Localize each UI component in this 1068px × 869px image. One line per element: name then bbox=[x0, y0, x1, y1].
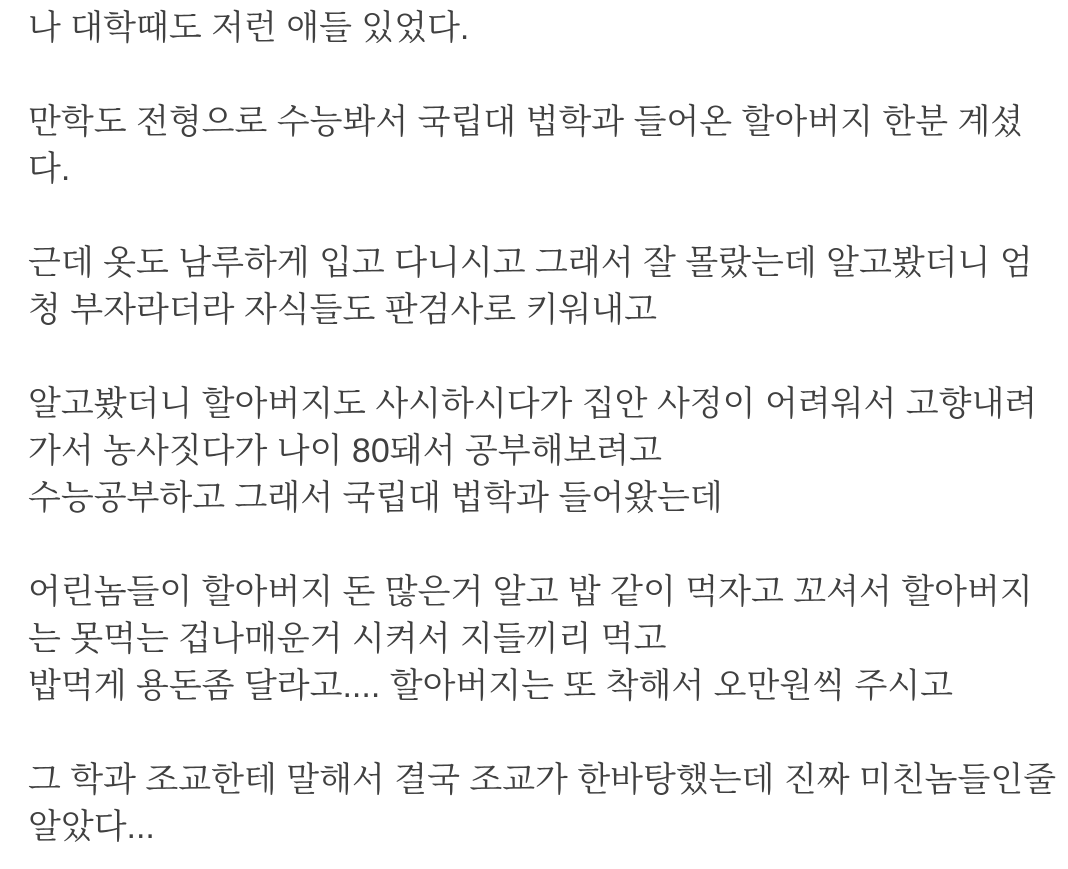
text-line: 그 학과 조교한테 말해서 결국 조교가 한바탕했는데 진짜 미친놈들인줄 bbox=[28, 761, 1057, 799]
text-line: 만학도 전형으로 수능봐서 국립대 법학과 들어온 할아버지 한분 계셨 bbox=[28, 103, 1024, 141]
paragraph bbox=[28, 99, 1048, 193]
text-line: 알고봤더니 할아버지도 사시하시다가 집안 사정이 어려워서 고향내려 bbox=[28, 385, 1038, 423]
paragraph bbox=[28, 381, 1048, 522]
paragraph bbox=[28, 569, 1048, 710]
paragraph bbox=[28, 5, 1048, 52]
text-line: 청 부자라더라 자식들도 판검사로 키워내고 bbox=[28, 291, 657, 329]
paragraph bbox=[28, 240, 1048, 334]
text-line: 근데 옷도 남루하게 입고 다니시고 그래서 잘 몰랐는데 알고봤더니 엄 bbox=[28, 244, 1033, 282]
text-line: 다. bbox=[28, 150, 71, 188]
paragraph bbox=[28, 757, 1057, 851]
text-line: 나 대학때도 저런 애들 있었다. bbox=[28, 9, 470, 47]
text-line: 어린놈들이 할아버지 돈 많은거 알고 밥 같이 먹자고 꼬셔서 할아버지 bbox=[28, 573, 1033, 611]
text-line: 알았다... bbox=[28, 808, 155, 846]
text-line: 수능공부하고 그래서 국립대 법학과 들어왔는데 bbox=[28, 479, 723, 517]
text-line: 밥먹게 용돈좀 달라고.... 할아버지는 또 착해서 오만원씩 주시고 bbox=[28, 667, 954, 705]
text-line: 는 못먹는 겁나매운거 시켜서 지들끼리 먹고 bbox=[28, 620, 667, 658]
text-line: 가서 농사짓다가 나이 80돼서 공부해보려고 bbox=[28, 432, 662, 470]
